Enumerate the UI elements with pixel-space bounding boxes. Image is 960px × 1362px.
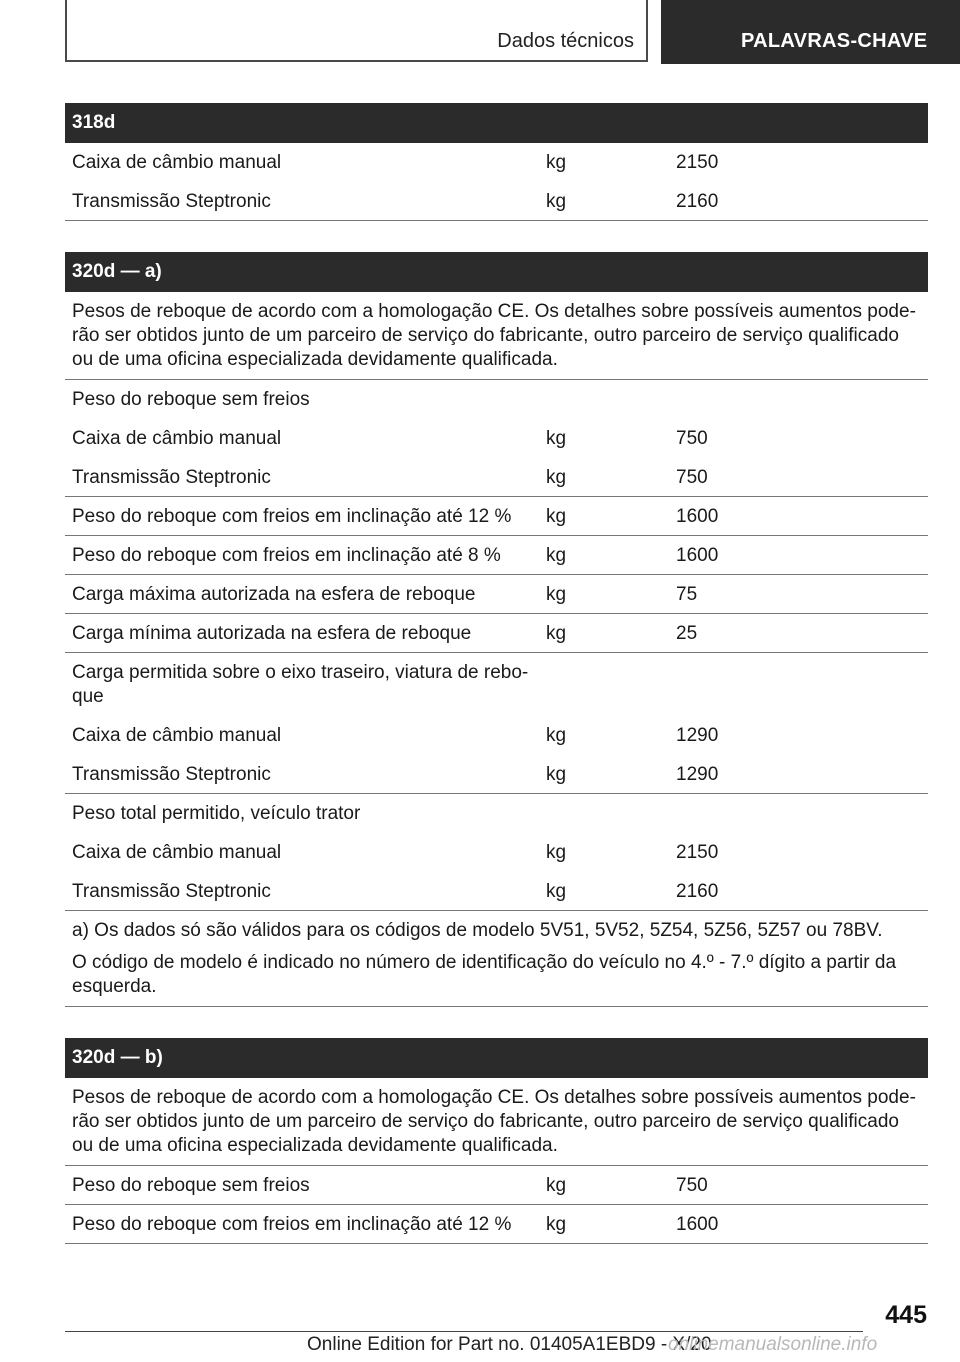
row-unit: kg <box>546 428 567 449</box>
section-title-320d-b: 320d — b) <box>65 1038 928 1078</box>
table-row <box>65 458 928 497</box>
row-value: 2150 <box>676 842 719 863</box>
row-label: Peso do reboque com freios em inclinação até 12 % <box>72 1214 512 1235</box>
row-label: Peso do reboque sem freios <box>72 1175 310 1196</box>
row-value: 75 <box>676 584 698 605</box>
row-label: Carga máxima autorizada na esfera de reboque <box>72 584 476 605</box>
row-label: Peso do reboque com freios em inclinação até 12 % <box>72 506 512 527</box>
table-row <box>65 497 928 536</box>
row-label: Carga mínima autorizada na esfera de reboque <box>72 623 472 644</box>
section-intro: Pesos de reboque de acordo com a homologação CE. Os detalhes sobre possíveis aumentos pode- rão ser obtidos junto de um parceiro de serviço do fabricante, outro parceiro de serviço qualificado ou de uma oficina especializada devidamente qualificada. <box>65 292 928 380</box>
table-row <box>65 536 928 575</box>
table-row <box>65 833 928 872</box>
row-value: 1600 <box>676 506 719 527</box>
table-row <box>65 1205 928 1244</box>
row-unit: kg <box>546 842 567 863</box>
row-unit: kg <box>546 725 567 746</box>
row-unit: kg <box>546 545 567 566</box>
row-unit: kg <box>546 623 567 644</box>
keywords-tab-label: PALAVRAS-CHAVE <box>741 30 928 52</box>
row-unit: kg <box>546 881 567 902</box>
footnote-note: O código de modelo é indicado no número de identificação do veículo no 4.º - 7.º dígito a partir da esquerda. <box>65 943 928 1007</box>
section-tab[interactable] <box>65 0 648 62</box>
row-value: 1290 <box>676 725 719 746</box>
row-label: Caixa de câmbio manual <box>72 725 282 746</box>
row-unit: kg <box>546 764 567 785</box>
row-label: Peso total permitido, veículo trator <box>72 803 361 824</box>
table-row <box>65 614 928 653</box>
page-number: 445 <box>885 1301 927 1329</box>
footer-divider <box>65 1331 863 1332</box>
footer-edition-text: Online Edition for Part no. 01405A1EBD9 - X/20 <box>307 1334 712 1355</box>
section-title-318d: 318d <box>65 103 928 143</box>
row-label: Transmissão Steptronic <box>72 881 271 902</box>
row-unit: kg <box>546 506 567 527</box>
table-row <box>65 794 928 833</box>
table-row <box>65 653 928 716</box>
section-intro: Pesos de reboque de acordo com a homologação CE. Os detalhes sobre possíveis aumentos pode- rão ser obtidos junto de um parceiro de serviço do fabricante, outro parceiro de serviço qualificado ou de uma oficina especializada devidamente qualificada. <box>65 1078 928 1166</box>
row-label: Carga permitida sobre o eixo traseiro, viatura de rebo- que <box>72 662 529 707</box>
page-header <box>0 0 960 66</box>
table-row <box>65 380 928 419</box>
section-tab-label: Dados técnicos <box>497 30 634 52</box>
table-row <box>65 755 928 794</box>
table-row <box>65 1166 928 1205</box>
row-unit: kg <box>546 467 567 488</box>
row-value: 1600 <box>676 1214 719 1235</box>
table-row <box>65 419 928 458</box>
footnote: a) Os dados só são válidos para os códigos de modelo 5V51, 5V52, 5Z54, 5Z56, 5Z57 ou 78BV. <box>72 920 883 941</box>
row-label: Peso do reboque com freios em inclinação até 8 % <box>72 545 501 566</box>
row-value: 750 <box>676 428 708 449</box>
row-label: Transmissão Steptronic <box>72 764 271 785</box>
row-unit: kg <box>546 1175 567 1196</box>
table-row <box>65 872 928 911</box>
section-title-320d-a: 320d — a) <box>65 252 928 292</box>
row-value: 2160 <box>676 881 719 902</box>
row-label: Transmissão Steptronic <box>72 191 271 212</box>
row-unit: kg <box>546 191 567 212</box>
table-row <box>65 143 928 182</box>
row-label: Caixa de câmbio manual <box>72 152 282 173</box>
page-content <box>65 103 928 1244</box>
table-row <box>65 716 928 755</box>
row-label: Caixa de câmbio manual <box>72 428 282 449</box>
table-row <box>65 182 928 221</box>
footer-watermark: onlinemanualsonline.info <box>668 1334 878 1355</box>
row-label: Transmissão Steptronic <box>72 467 271 488</box>
row-value: 2160 <box>676 191 719 212</box>
row-unit: kg <box>546 584 567 605</box>
row-value: 2150 <box>676 152 719 173</box>
row-unit: kg <box>546 1214 567 1235</box>
keywords-tab[interactable] <box>661 0 960 64</box>
row-unit: kg <box>546 152 567 173</box>
row-label: Caixa de câmbio manual <box>72 842 282 863</box>
row-value: 750 <box>676 1175 708 1196</box>
row-value: 750 <box>676 467 708 488</box>
table-row <box>65 575 928 614</box>
row-label: Peso do reboque sem freios <box>72 389 310 410</box>
row-value: 1290 <box>676 764 719 785</box>
row-value: 25 <box>676 623 698 644</box>
row-value: 1600 <box>676 545 719 566</box>
